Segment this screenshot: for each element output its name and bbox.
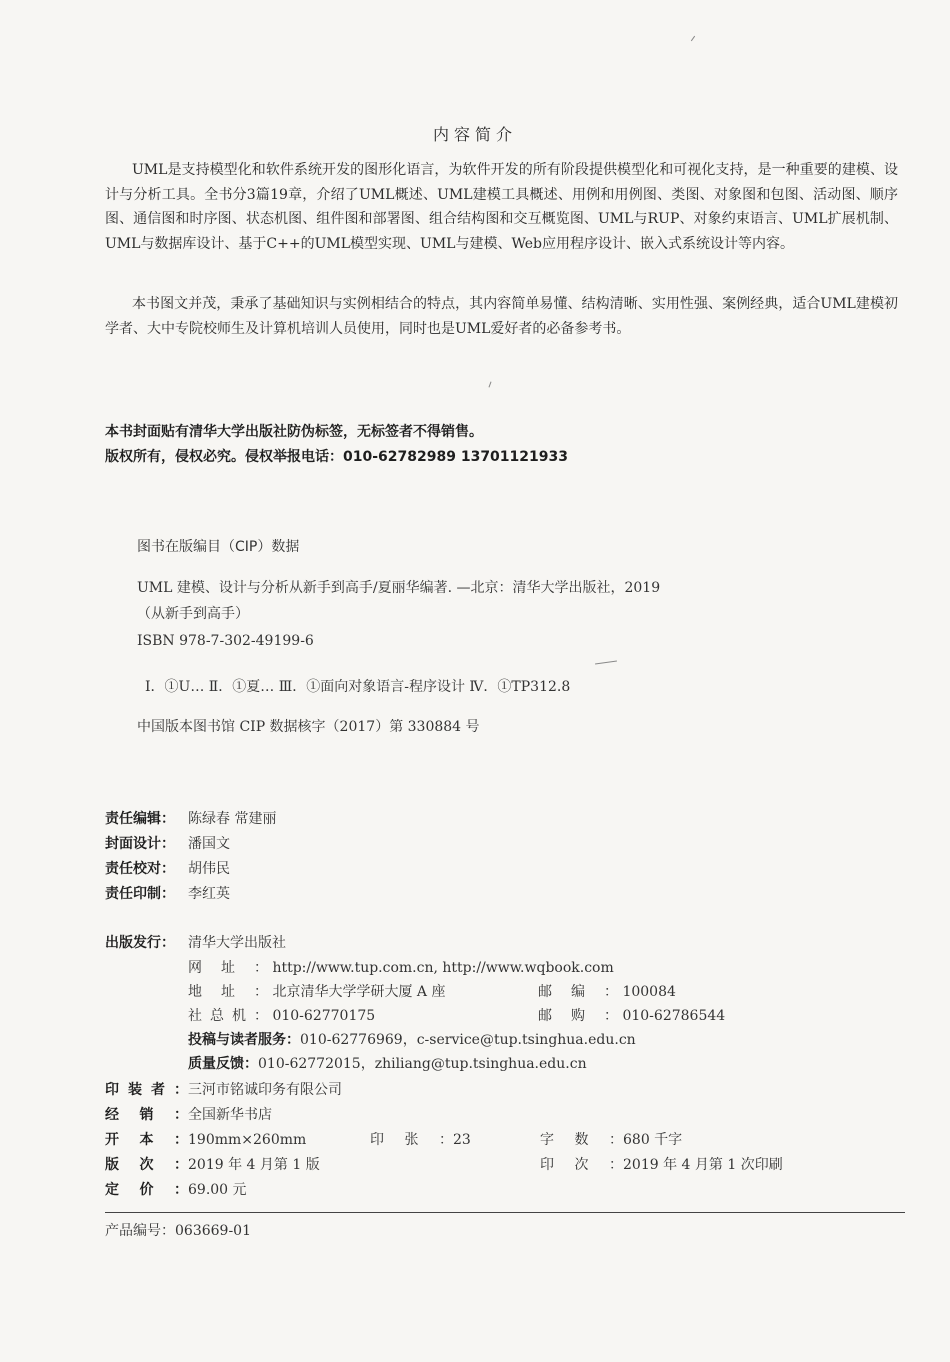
mail-order-label: 邮购： [538,1008,618,1024]
printing-value: 2019 年 4 月第 1 次印刷 [623,1157,783,1173]
reader-service-value: 010-62776969，c-service@tup.tsinghua.edu.cn [300,1032,636,1048]
publisher-label: 出版发行： [105,935,175,951]
intro-paragraph-1: UML是支持模型化和软件系统开发的图形化语言，为软件开发的所有阶段提供模型化和可视化支持，是一种重要的建模、设计与分析工具。全书分3篇19章，介绍了UML概述、UML建模工具概述、用例和用例图、类图、对象图和包图、活动图、顺序图、通信图和时序图、状态机图、组件图和部署图、组合结构图和交互概览图、UML与RUP、对象约束语言、UML扩展机制、UML与数据库设计、基于C++的UML模型实现、UML与建模、Web应用程序设计、嵌入式系统设计等内容。 [105,162,898,252]
postcode-value: 100084 [622,984,676,1000]
intro-paragraph-2: 本书图文并茂，秉承了基础知识与实例相结合的特点，其内容简单易懂、结构清晰、实用性强、案例经典，适合UML建模初学者、大中专院校师生及计算机培训人员使用，同时也是UML爱好者的必备参考书。 [105,296,898,337]
website-value: http://www.tup.com.cn, http://www.wqbook.com [272,960,614,976]
print-manager-value: 李红英 [188,886,230,902]
quality-feedback-value: 010-62772015，zhiliang@tup.tsinghua.edu.cn [258,1056,587,1072]
cip-series: （从新手到高手） [137,606,249,622]
address-label: 地址： [188,984,268,1000]
edition-label: 版次： [105,1157,188,1173]
scan-speck [595,660,617,664]
address-value: 北京清华大学学研大厦 A 座 [272,984,446,1000]
product-code: 产品编号：063669-01 [105,1223,251,1239]
distributor-label: 经销： [105,1107,188,1123]
switchboard-label: 社总机： [188,1008,268,1024]
proofreader-value: 胡伟民 [188,861,230,877]
cip-heading: 图书在版编目（CIP）数据 [137,539,300,555]
copyright-notice: 版权所有，侵权必究。侵权举报电话：010-62782989 13701121933 [105,449,568,465]
divider-rule [105,1212,905,1213]
word-count-label: 字数： [540,1132,623,1148]
word-count-value: 680 千字 [623,1132,683,1148]
scan-speck [691,36,695,41]
format-label: 开本： [105,1132,188,1148]
sheets-label: 印张： [370,1132,453,1148]
printer-value: 三河市铭诚印务有限公司 [188,1082,342,1098]
postcode-label: 邮编： [538,984,618,1000]
cover-designer-label: 封面设计： [105,836,175,852]
printer-label: 印装者： [105,1082,188,1098]
cip-record: 中国版本图书馆 CIP 数据核字（2017）第 330884 号 [137,719,480,735]
editor-value: 陈绿春 常建丽 [188,811,277,827]
proofreader-label: 责任校对： [105,861,175,877]
scan-speck [489,382,492,388]
switchboard-value: 010-62770175 [272,1008,376,1024]
cip-isbn: ISBN 978-7-302-49199-6 [137,633,314,649]
format-value: 190mm×260mm [188,1132,307,1148]
printing-label: 印次： [540,1157,623,1173]
cip-classification: Ⅰ．①U… Ⅱ．①夏… Ⅲ．①面向对象语言-程序设计 Ⅳ．①TP312.8 [145,679,571,695]
price-value: 69.00 元 [188,1182,247,1198]
distributor-value: 全国新华书店 [188,1107,272,1123]
anti-counterfeit-notice: 本书封面贴有清华大学出版社防伪标签，无标签者不得销售。 [105,424,483,440]
print-manager-label: 责任印制： [105,886,175,902]
cip-entry: UML 建模、设计与分析从新手到高手/夏丽华编著. —北京：清华大学出版社，2019 [137,580,661,596]
sheets-value: 23 [453,1132,471,1148]
cover-designer-value: 潘国文 [188,836,230,852]
section-title: 内容简介 [432,125,517,144]
publisher-name: 清华大学出版社 [188,935,286,951]
price-label: 定价： [105,1182,188,1198]
editor-label: 责任编辑： [105,811,175,827]
website-label: 网址： [188,960,268,976]
mail-order-value: 010-62786544 [622,1008,726,1024]
reader-service-label: 投稿与读者服务： [188,1032,300,1048]
edition-value: 2019 年 4 月第 1 版 [188,1157,320,1173]
quality-feedback-label: 质量反馈： [188,1056,258,1072]
